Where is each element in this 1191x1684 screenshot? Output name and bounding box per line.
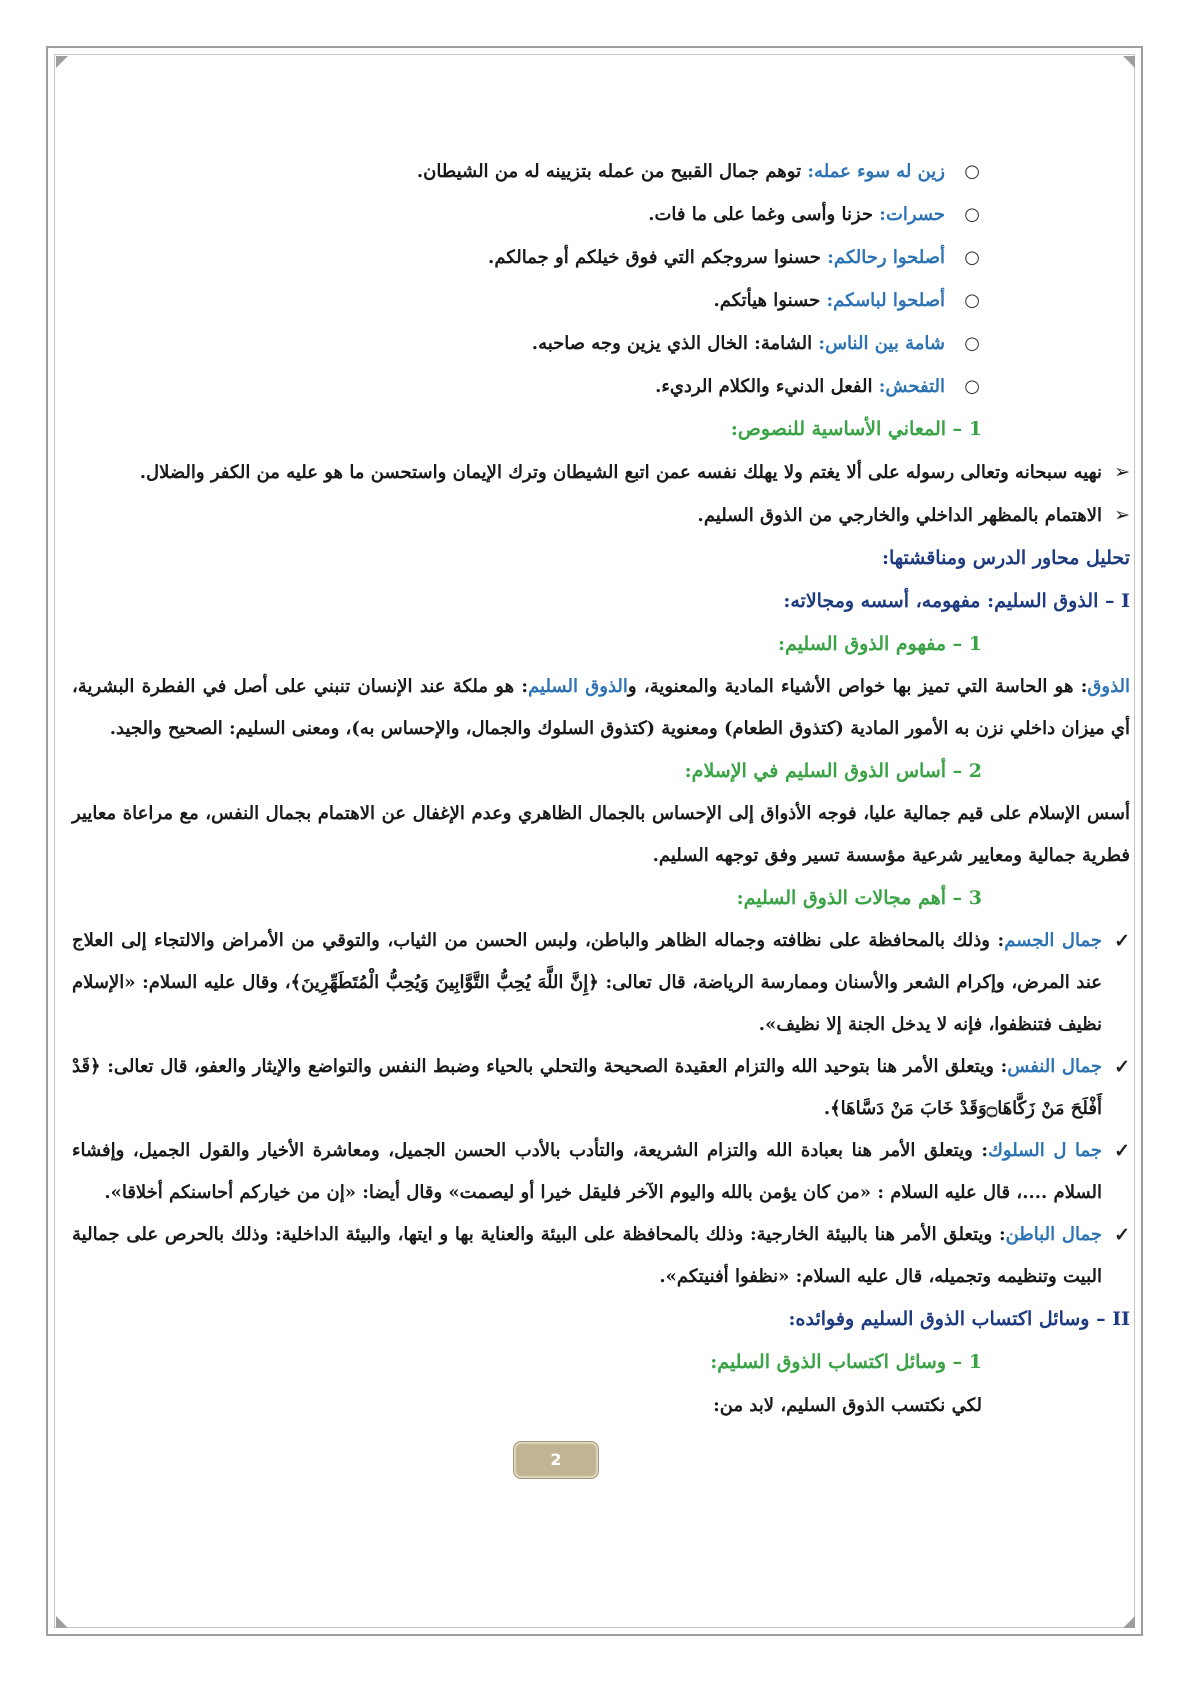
definitions-list <box>72 150 1130 408</box>
concept-heading: 1 – مفهوم الذوق السليم: <box>778 633 982 655</box>
definition-item: ○ أصلحوا لباسكم: حسنوا هيأتكم. <box>72 279 980 322</box>
basis-heading: 2 – أساس الذوق السليم في الإسلام: <box>684 760 982 782</box>
meanings-heading: 1 – المعاني الأساسية للنصوص: <box>730 418 982 440</box>
corner-ornament <box>56 1616 68 1628</box>
definition-item: ○ شامة بين الناس: الشامة: الخال الذي يزين وجه صاحبه. <box>72 322 980 365</box>
corner-ornament <box>1123 1616 1135 1628</box>
page-number-badge: 2 <box>514 1442 598 1478</box>
basis-paragraph: أسس الإسلام على قيم جمالية عليا، فوجه الأذواق إلى الإحساس بالجمال الظاهري وعدم الإغفال عن الاهتمام بجمال النفس، مع مراعاة معايير فطرية جمالية ومعايير شرعية مؤسسة تسير وفق توجهه السليم. <box>72 803 1130 866</box>
definition-item: ○ حسرات: حزنا وأسى وغما على ما فات. <box>72 193 980 236</box>
concept-paragraph: الذوق: هو الحاسة التي تميز بها خواص الأشياء المادية والمعنوية، والذوق السليم: هو ملكة عند الإنسان تنبني على أصل في الفطرة البشرية، أي ميزان داخلي نزن به الأمور المادية (كتذوق الطعام) ومعنوية (كتذوق السلوك والجمال، والإحساس به)، ومعنى السليم: الصحيح والجيد. <box>72 676 1130 739</box>
field-item: ✓ جمال الجسم: وذلك بالمحافظة على نظافته وجماله الظاهر والباطن، ولبس الحسن من الثياب، والتوقي من الأمراض والالتجاء إلى العلاج عند المرض، وإكرام الشعر والأسنان وممارسة الرياضة، قال تعالى: ﴿إِنَّ اللَّهَ يُحِبُّ التَّوَّابِينَ وَيُحِبُّ الْمُتَطَهِّرِينَ﴾، وقال عليه السلام: «الإسلام نظيف فتنظفوا، فإنه لا يدخل الجنة إلا نظيف». <box>72 920 1130 1046</box>
definition-item: ○ أصلحوا رحالكم: حسنوا سروجكم التي فوق خيلكم أو جمالكم. <box>72 236 980 279</box>
part1-heading: I – الذوق السليم: مفهومه، أسسه ومجالاته: <box>783 590 1130 612</box>
means-heading: 1 – وسائل اكتساب الذوق السليم: <box>710 1351 982 1373</box>
part2-heading: II – وسائل اكتساب الذوق السليم وفوائده: <box>788 1308 1130 1330</box>
field-item: ✓ جمال الباطن: ويتعلق الأمر هنا بالبيئة الخارجية: وذلك بالمحافظة على البيئة والعناية بها و ايتها، والبيئة الداخلية: وذلك بالحرص على جمالية البيت وتنظيمه وتجميله، قال عليه السلام: «نظفوا أفنيتكم». <box>72 1214 1130 1298</box>
definition-item: ○ زين له سوء عمله: توهم جمال القبيح من عمله بتزيينه له من الشيطان. <box>72 150 980 193</box>
fields-heading: 3 – أهم مجالات الذوق السليم: <box>736 887 982 909</box>
meaning-item: ➢ الاهتمام بالمظهر الداخلي والخارجي من الذوق السليم. <box>72 494 1130 537</box>
field-item: ✓ جما ل السلوك: ويتعلق الأمر هنا بعبادة الله والتزام الشريعة، والتأدب بالأدب الحسن الجميل، ومعاشرة الأخيار والقول الجميل، وإفشاء السلام ....، قال عليه السلام : «من كان يؤمن بالله واليوم الآخر فليقل خيرا أو ليصمت» وقال أيضا: «إن من خياركم أحاسنكم أخلاقا». <box>72 1130 1130 1214</box>
field-item: ✓ جمال النفس: ويتعلق الأمر هنا بتوحيد الله والتزام العقيدة الصحيحة والتحلي بالحياء وضبط النفس والتواضع والإيثار والعفو، قال تعالى: ﴿قَدْ أَفْلَحَ مَنْ زَكَّاهَا۝وَقَدْ خَابَ مَنْ دَسَّاهَا﴾. <box>72 1046 1130 1130</box>
corner-ornament <box>1123 56 1135 68</box>
corner-ornament <box>56 56 68 68</box>
analysis-heading: تحليل محاور الدرس ومناقشتها: <box>881 547 1130 569</box>
means-text: لكي نكتسب الذوق السليم، لابد من: <box>713 1395 982 1416</box>
page-content <box>72 150 1130 1427</box>
definition-item: ○ التفحش: الفعل الدنيء والكلام الرديء. <box>72 365 980 408</box>
meaning-item: ➢ نهيه سبحانه وتعالى رسوله على ألا يغتم ولا يهلك نفسه عمن اتبع الشيطان وترك الإيمان واستحسن ما هو عليه من الكفر والضلال. <box>72 451 1130 494</box>
